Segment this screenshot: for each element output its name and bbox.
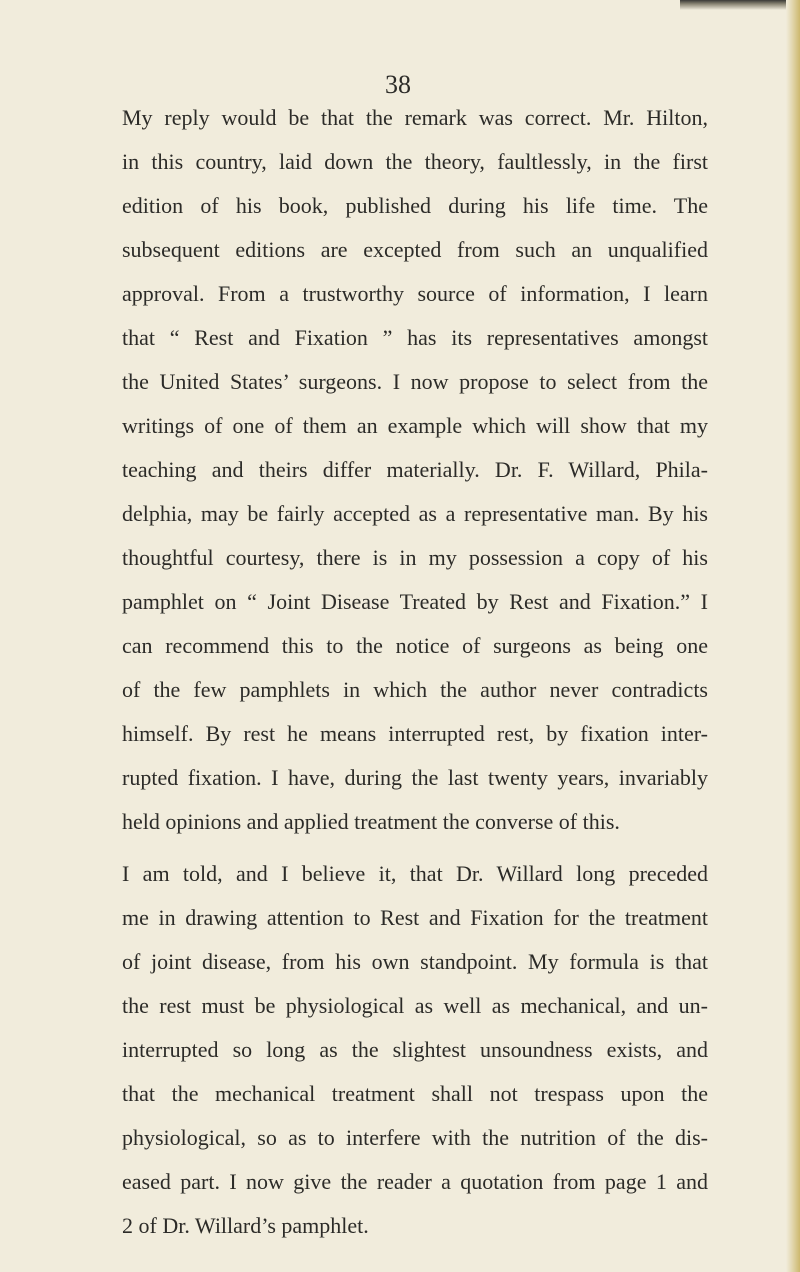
text-line: approval. From a trustworthy source of information, I learn — [122, 281, 708, 306]
text-line: himself. By rest he means interrupted rest, by fixation inter- — [122, 721, 708, 746]
text-line: My reply would be that the remark was correct. Mr. Hilton, — [122, 105, 708, 130]
page-edge — [786, 0, 800, 1272]
text-line: 2 of Dr. Willard’s pamphlet. — [122, 1213, 369, 1238]
paragraph-gap — [122, 844, 708, 852]
text-line: can recommend this to the notice of surgeons as being one — [122, 633, 708, 658]
text-line: subsequent editions are excepted from such an unqualified — [122, 237, 708, 262]
paragraph-2 — [122, 852, 708, 1248]
text-line: me in drawing attention to Rest and Fixation for the treatment — [122, 905, 708, 930]
text-line: rupted fixation. I have, during the last twenty years, invariably — [122, 765, 708, 790]
text-line: eased part. I now give the reader a quotation from page 1 and — [122, 1169, 708, 1194]
text-line: teaching and theirs differ materially. Dr. F. Willard, Phila- — [122, 457, 708, 482]
text-line: of the few pamphlets in which the author never contradicts — [122, 677, 708, 702]
text-line: that “ Rest and Fixation ” has its representatives amongst — [122, 325, 708, 350]
text-line: thoughtful courtesy, there is in my possession a copy of his — [122, 545, 708, 570]
text-line: physiological, so as to interfere with the nutrition of the dis- — [122, 1125, 708, 1150]
text-line: pamphlet on “ Joint Disease Treated by Rest and Fixation.” I — [122, 589, 708, 614]
text-line: delphia, may be fairly accepted as a representative man. By his — [122, 501, 708, 526]
text-line: in this country, laid down the theory, faultlessly, in the first — [122, 149, 708, 174]
page-number: 38 — [385, 70, 411, 99]
body-text — [122, 96, 708, 1248]
paragraph-1 — [122, 96, 708, 844]
text-line: the rest must be physiological as well as mechanical, and un- — [122, 993, 708, 1018]
text-line: interrupted so long as the slightest unsoundness exists, and — [122, 1037, 708, 1062]
text-line: of joint disease, from his own standpoint. My formula is that — [122, 949, 708, 974]
text-line: I am told, and I believe it, that Dr. Willard long preceded — [122, 861, 708, 886]
text-line: edition of his book, published during his life time. The — [122, 193, 708, 218]
text-line: the United States’ surgeons. I now propose to select from the — [122, 369, 708, 394]
text-line: writings of one of them an example which will show that my — [122, 413, 708, 438]
page-corner-shadow — [680, 0, 800, 10]
text-line: that the mechanical treatment shall not trespass upon the — [122, 1081, 708, 1106]
text-line: held opinions and applied treatment the converse of this. — [122, 809, 620, 834]
